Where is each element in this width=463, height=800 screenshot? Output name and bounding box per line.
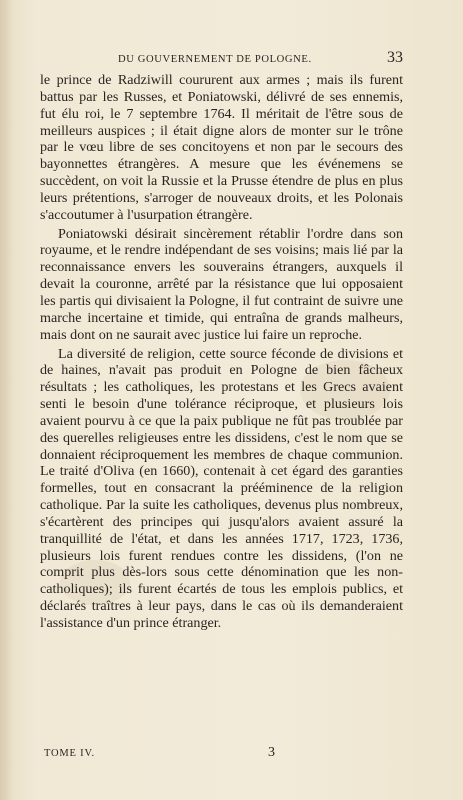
paragraph-2: Poniatowski désirait sincèrement rétablir l'ordre dans son royaume, et le rendre indépendant de ses voisins; mais lié par la reconnaissance envers les souverains étrangers, auxquels il devait la couronne, arrêté par la résistance que lui opposaient les partis qui divisaient la Pologne, il fut contraint de suivre une marche incertaine et timide, qui entraîna de grands malheurs, mais dont on ne saurait avec justice lui faire un reproche. [40, 225, 403, 343]
page-header [40, 49, 403, 71]
running-head: DU GOUVERNEMENT DE POLOGNE. [118, 54, 312, 65]
page-footer [40, 745, 403, 765]
paragraph-1: le prince de Radziwill coururent aux armes ; mais ils furent battus par les Russes, et Poniatowski, délivré de ses ennemis, fut élu roi, le 7 septembre 1764. Il méritait de l'être sous de meilleurs auspices ; il était digne alors de monter sur le trône par le vœu libre de ses concitoyens et non par le secours des bayonnettes étrangères. A mesure que les événemens se succèdent, on voit la Russie et la Prusse étendre de plus en plus leurs prétentions, s'arroger de nouveaux droits, et les Polonais s'accoutumer à l'usurpation étrangère. [40, 72, 403, 223]
signature-mark: 3 [268, 745, 275, 760]
page-number: 33 [387, 49, 403, 66]
paragraph-3: La diversité de religion, cette source féconde de divisions et de haines, n'avait pas produit en Pologne de bien fâcheux résultats ; les catholiques, les protestans et les Grecs avaient senti le besoin d'une tolérance réciproque, et plusieurs lois avaient pourvu à ce que la paix publique ne fût pas troublée par des querelles religieuses entre les dissidens, c'est le nom que se donnaient réciproquement les membres de chaque communion. Le traité d'Oliva (en 1660), contenait à cet égard des garanties formelles, tout en consacrant la prééminence de la religion catholique. Par la suite les catholiques, devenus plus nombreux, s'écartèrent des principes qui jusqu'alors avaient assuré la tranquillité de l'état, et dans les années 1717, 1723, 1736, plusieurs lois furent rendues contre les dissidens, (l'on ne comprit plus dès-lors sous cette dénomination que les non-catholiques); ils furent écartés de tous les emplois publics, et déclarés traîtres à leur pays, dans le cas où ils demanderaient l'assistance d'un prince étranger. [40, 345, 403, 631]
volume-label: TOME IV. [44, 748, 95, 759]
body-text [40, 72, 403, 632]
